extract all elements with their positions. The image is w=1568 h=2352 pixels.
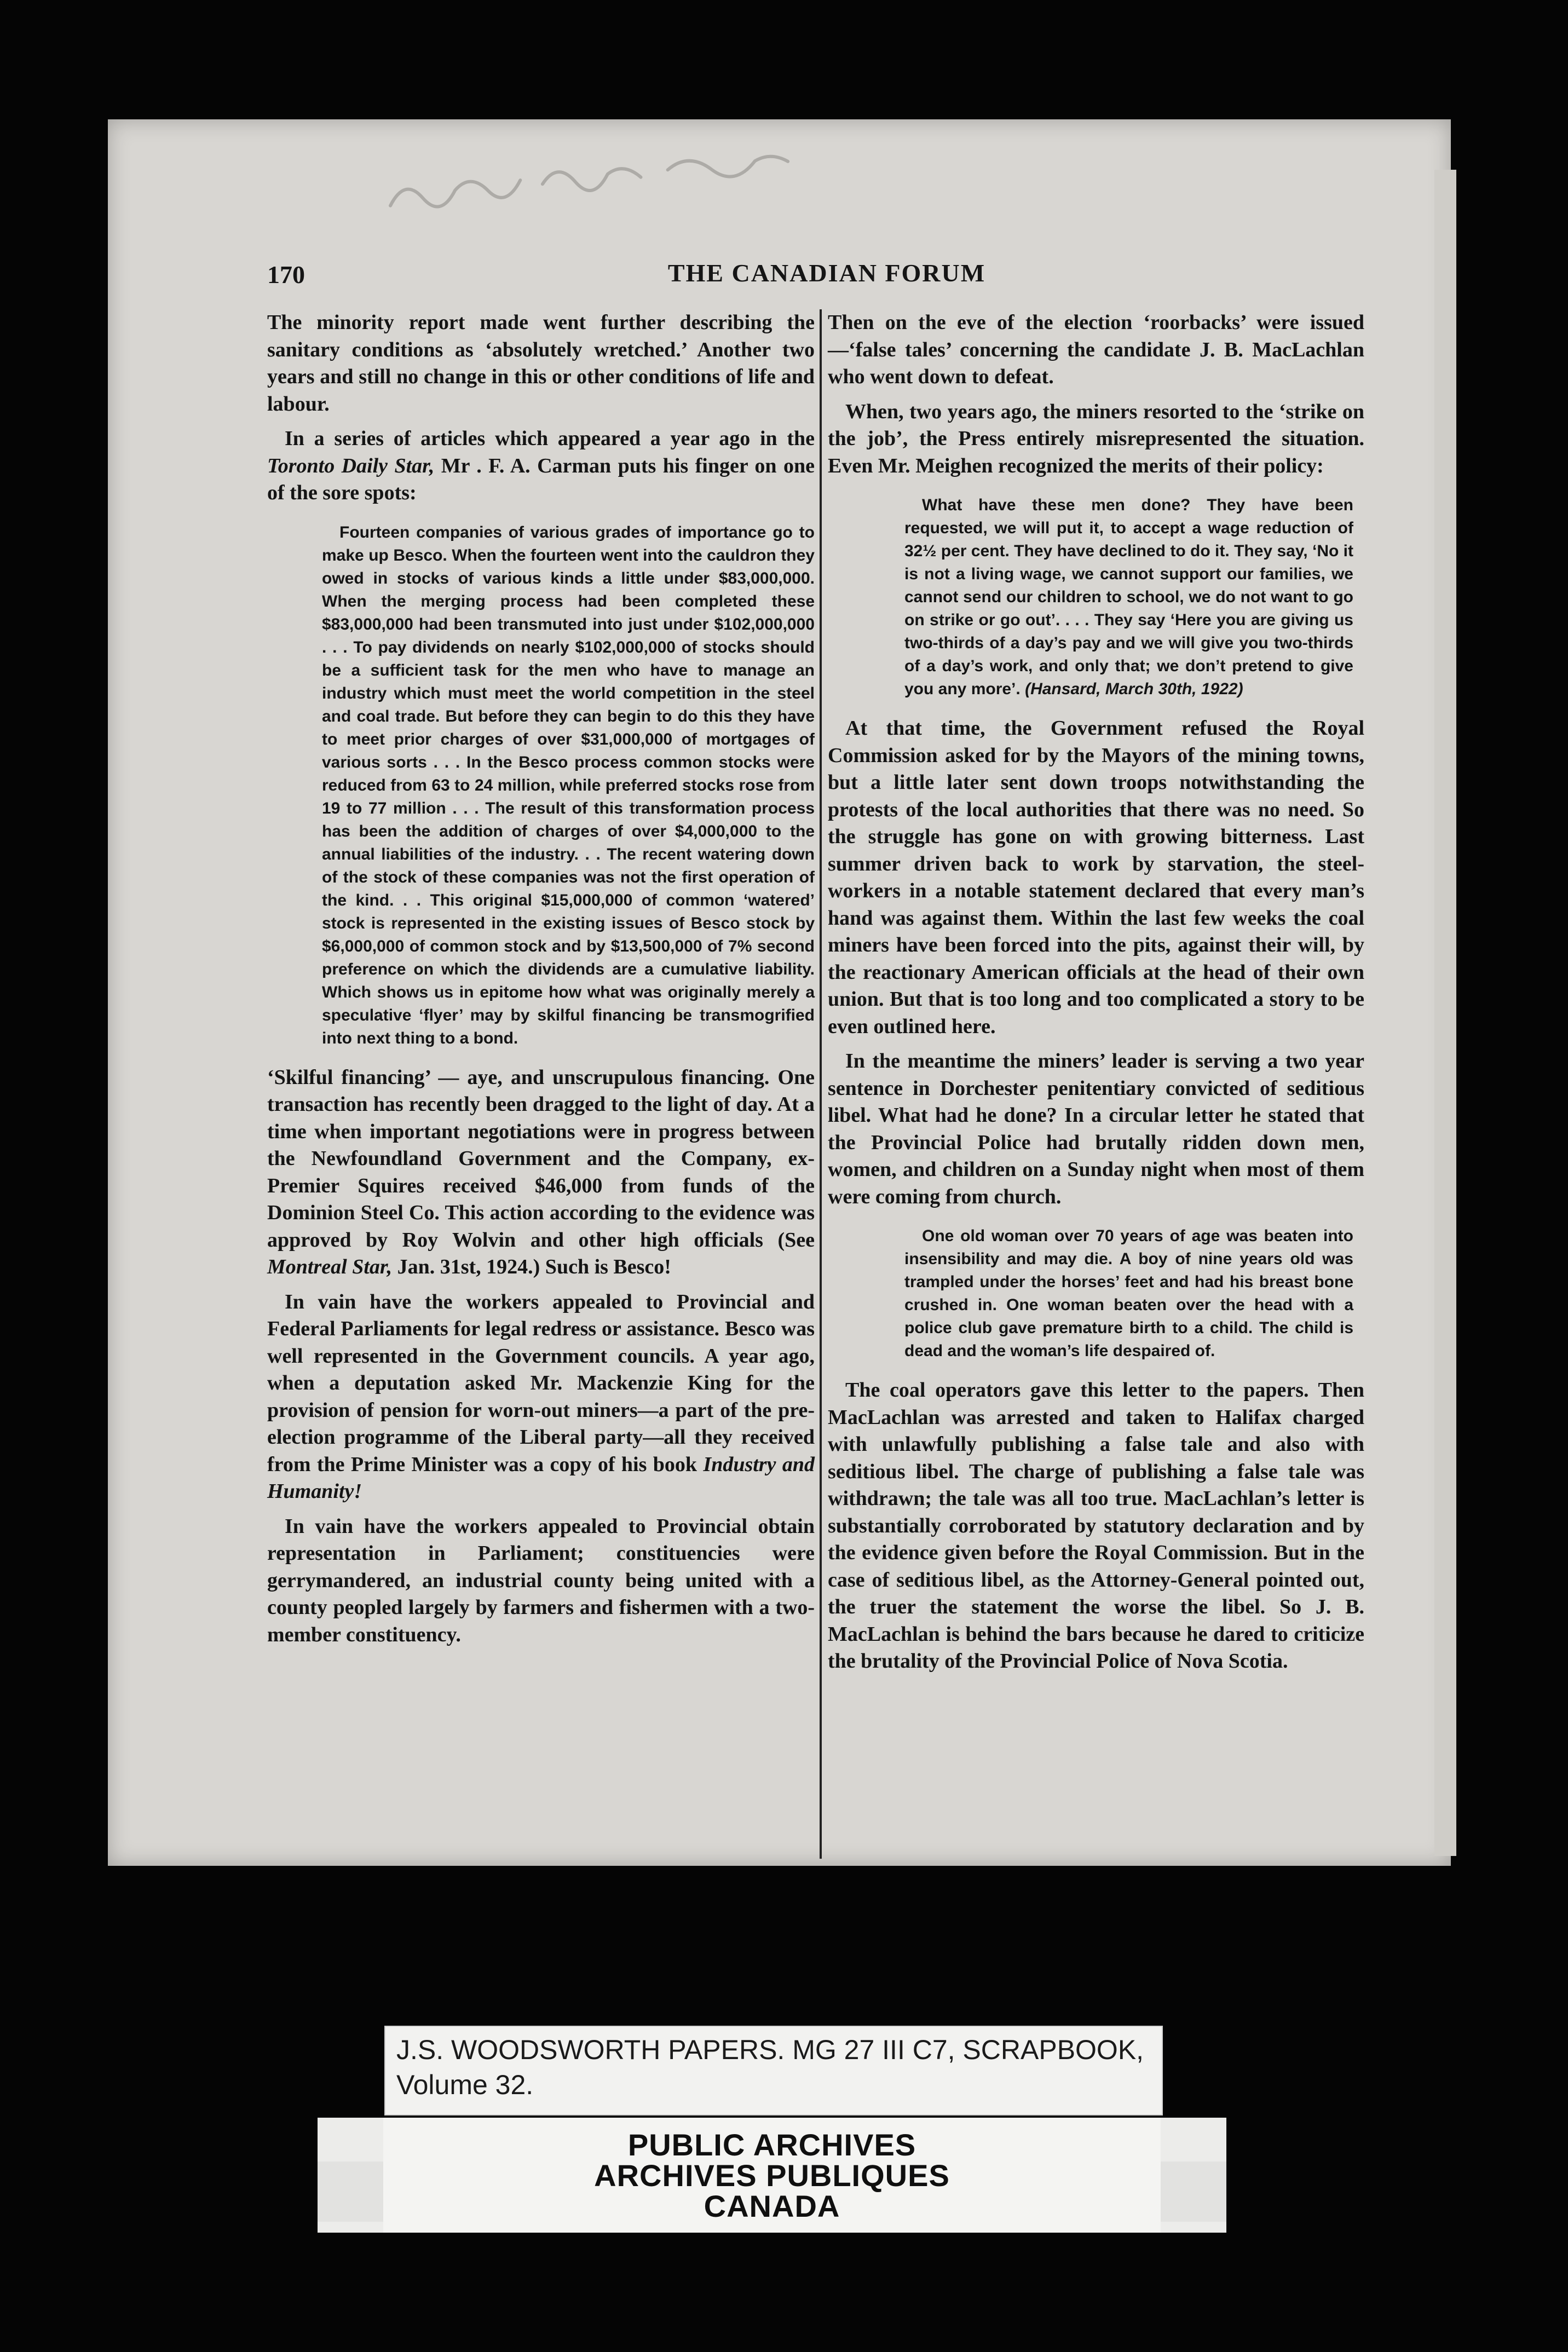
left-column — [267, 309, 815, 1648]
paragraph: In vain have the workers appealed to Provincial obtain representation in Parliament; constituencies were gerrymandered, an industrial county being united with a county peopled largely by farmers and fishermen with a two-member constituency. — [267, 1514, 815, 1646]
paragraph: The coal operators gave this letter to the papers. Then MacLachlan was arrested and taken to Halifax charged with unlawfully publishing a false tale and also with seditious libel. The charge of publishing a false tale was withdrawn; the tale was all too true. MacLachlan’s letter is substantially corroborated by statutory declaration and by the evidence given before the Royal Commission. But in the case of seditious libel, as the Attorney-General pointed out, the truer the statement the worse the libel. So J. B. MacLachlan is behind the bars because he dared to criticize the brutality of the Provincial Police of Nova Scotia. — [828, 1379, 1364, 1673]
page-number: 170 — [267, 261, 305, 289]
label-line: J.S. WOODSWORTH PAPERS. MG 27 III C7, SCRAPBOOK, — [396, 2034, 1144, 2065]
block-quote — [904, 494, 1353, 701]
label-line: Volume 32. — [396, 2069, 534, 2100]
paragraph: In vain have the workers appealed to Provincial and Federal Parliaments for legal redress or assistance. Besco was well represented in the Government councils. A year ago, when a deputation asked Mr. Mackenzie King for the provision of pension for worn-out miners—a part of the pre-election programme of the Liberal party—all they received from the Prime Minister was a copy of his book Industry and Humanity! — [267, 1290, 815, 1503]
block-quote — [904, 1225, 1353, 1363]
running-head: THE CANADIAN FORUM — [667, 259, 986, 287]
paragraph: Then on the eve of the election ‘roorbacks’ were issued—‘false tales’ concerning the candidate J. B. MacLachlan who went down to defeat. — [828, 311, 1364, 388]
paragraph: In a series of articles which appeared a year ago in the Toronto Daily Star, Mr . F. A. Carman puts his finger on one of the sore spots: — [267, 427, 815, 504]
paragraph: When, two years ago, the miners resorted to the ‘strike on the job’, the Press entirely misrepresented the situation. Even Mr. Meighen recognized the merits of their policy: — [828, 400, 1364, 477]
stamp-line: CANADA — [704, 2189, 840, 2223]
paragraph: In the meantime the miners’ leader is serving a two year sentence in Dorchester penitentiary convicted of seditious libel. What had he done? In a circular letter he stated that the Provincial Police had brutally ridden down men, women, and children on a Sunday night when most of them were coming from church. — [828, 1050, 1364, 1208]
citation: (Hansard, March 30th, 1922) — [1025, 680, 1243, 698]
quote-text: One old woman over 70 years of age was beaten into insensibility and may die. A boy of nine years old was trampled under the horses’ feet and had his breast bone crushed in. One woman beaten over the head with a police club gave premature birth to a child. The child is dead and the woman’s life despaired of. — [904, 1227, 1353, 1360]
archive-reference-label — [384, 2026, 1163, 2115]
archive-stamp — [318, 2118, 1226, 2233]
stamp-line: ARCHIVES PUBLIQUES — [594, 2158, 950, 2193]
block-quote — [322, 521, 815, 1050]
paragraph: ‘Skilful financing’ — aye, and unscrupulous financing. One transaction has recently been dragged to the light of day. At a time when important negotiations were in progress between the Newfoundland Government and the Company, ex-Premier Squires received $46,000 from funds of the Dominion Steel Co. This action according to the evidence was approved by Roy Wolvin and other high officials (See Montreal Star, Jan. 31st, 1924.) Such is Besco! — [267, 1065, 815, 1278]
quote-text: Fourteen companies of various grades of importance go to make up Besco. When the fourteen went into the cauldron they owed in stocks of various kinds a little under $83,000,000. When the merging process had been completed these $83,000,000 had been transmuted into just under $102,000,000 . . . To pay dividends on nearly $102,000,000 of stocks should be a sufficient task for the men who have to manage an industry which must meet the world competition in the steel and coal trade. But before they can begin to do this they have to meet prior charges of over $31,000,000 of mortgages of various sorts . . . In the Besco process common stocks were reduced from 63 to 24 million, while preferred stocks rose from 19 to 77 million . . . The result of this transformation process has been the addition of charges of over $4,000,000 to the annual liabilities of the industry. . . The recent watering down of the stock of these companies was not the first operation of the kind. . . This original $15,000,000 of common ‘watered’ stock is represented in the existing issues of Besco stock by $6,000,000 of common stock and by $13,500,000 of 7% second preference on which the dividends are a cumulative liability. Which shows us in epitome how what was originally merely a speculative ‘flyer’ may by skilful financing be transmogrified into next thing to a bond. — [322, 523, 815, 1047]
stamp-line: PUBLIC ARCHIVES — [627, 2128, 916, 2162]
right-column — [828, 309, 1364, 1675]
paragraph: The minority report made went further describing the sanitary conditions as ‘absolutely wretched.’ Another two years and still no change in this or other conditions of life and labour. — [267, 311, 815, 416]
paragraph: At that time, the Government refused the Royal Commission asked for by the Mayors of the mining towns, but a little later sent down troops notwithstanding the protests of the local authorities that there was no need. So the struggle has gone on with growing bitterness. Last summer driven back to work by starvation, the steel-workers in a notable statement declared that every man’s hand was against them. Within the last few weeks the coal miners have been forced into the pits, against their will, by the reactionary American officials at the head of their own union. But that is too long and too complicated a story to be even outlined here. — [828, 717, 1364, 1038]
column-rule — [820, 309, 822, 1859]
quote-text: What have these men done? They have been requested, we will put it, to accept a wage reduction of 32½ per cent. They have declined to do it. They say, ‘No it is not a living wage, we cannot support our families, we cannot send our children to school, we do not want to go on strike or go out’. . . . They say ‘Here you are giving us two-thirds of a day’s pay and we will give you two-thirds of a day’s work, and only that; we don’t pretend to give you any more’. (Hansard, March 30th, 1922) — [904, 496, 1353, 698]
page-edge — [1434, 170, 1456, 1856]
